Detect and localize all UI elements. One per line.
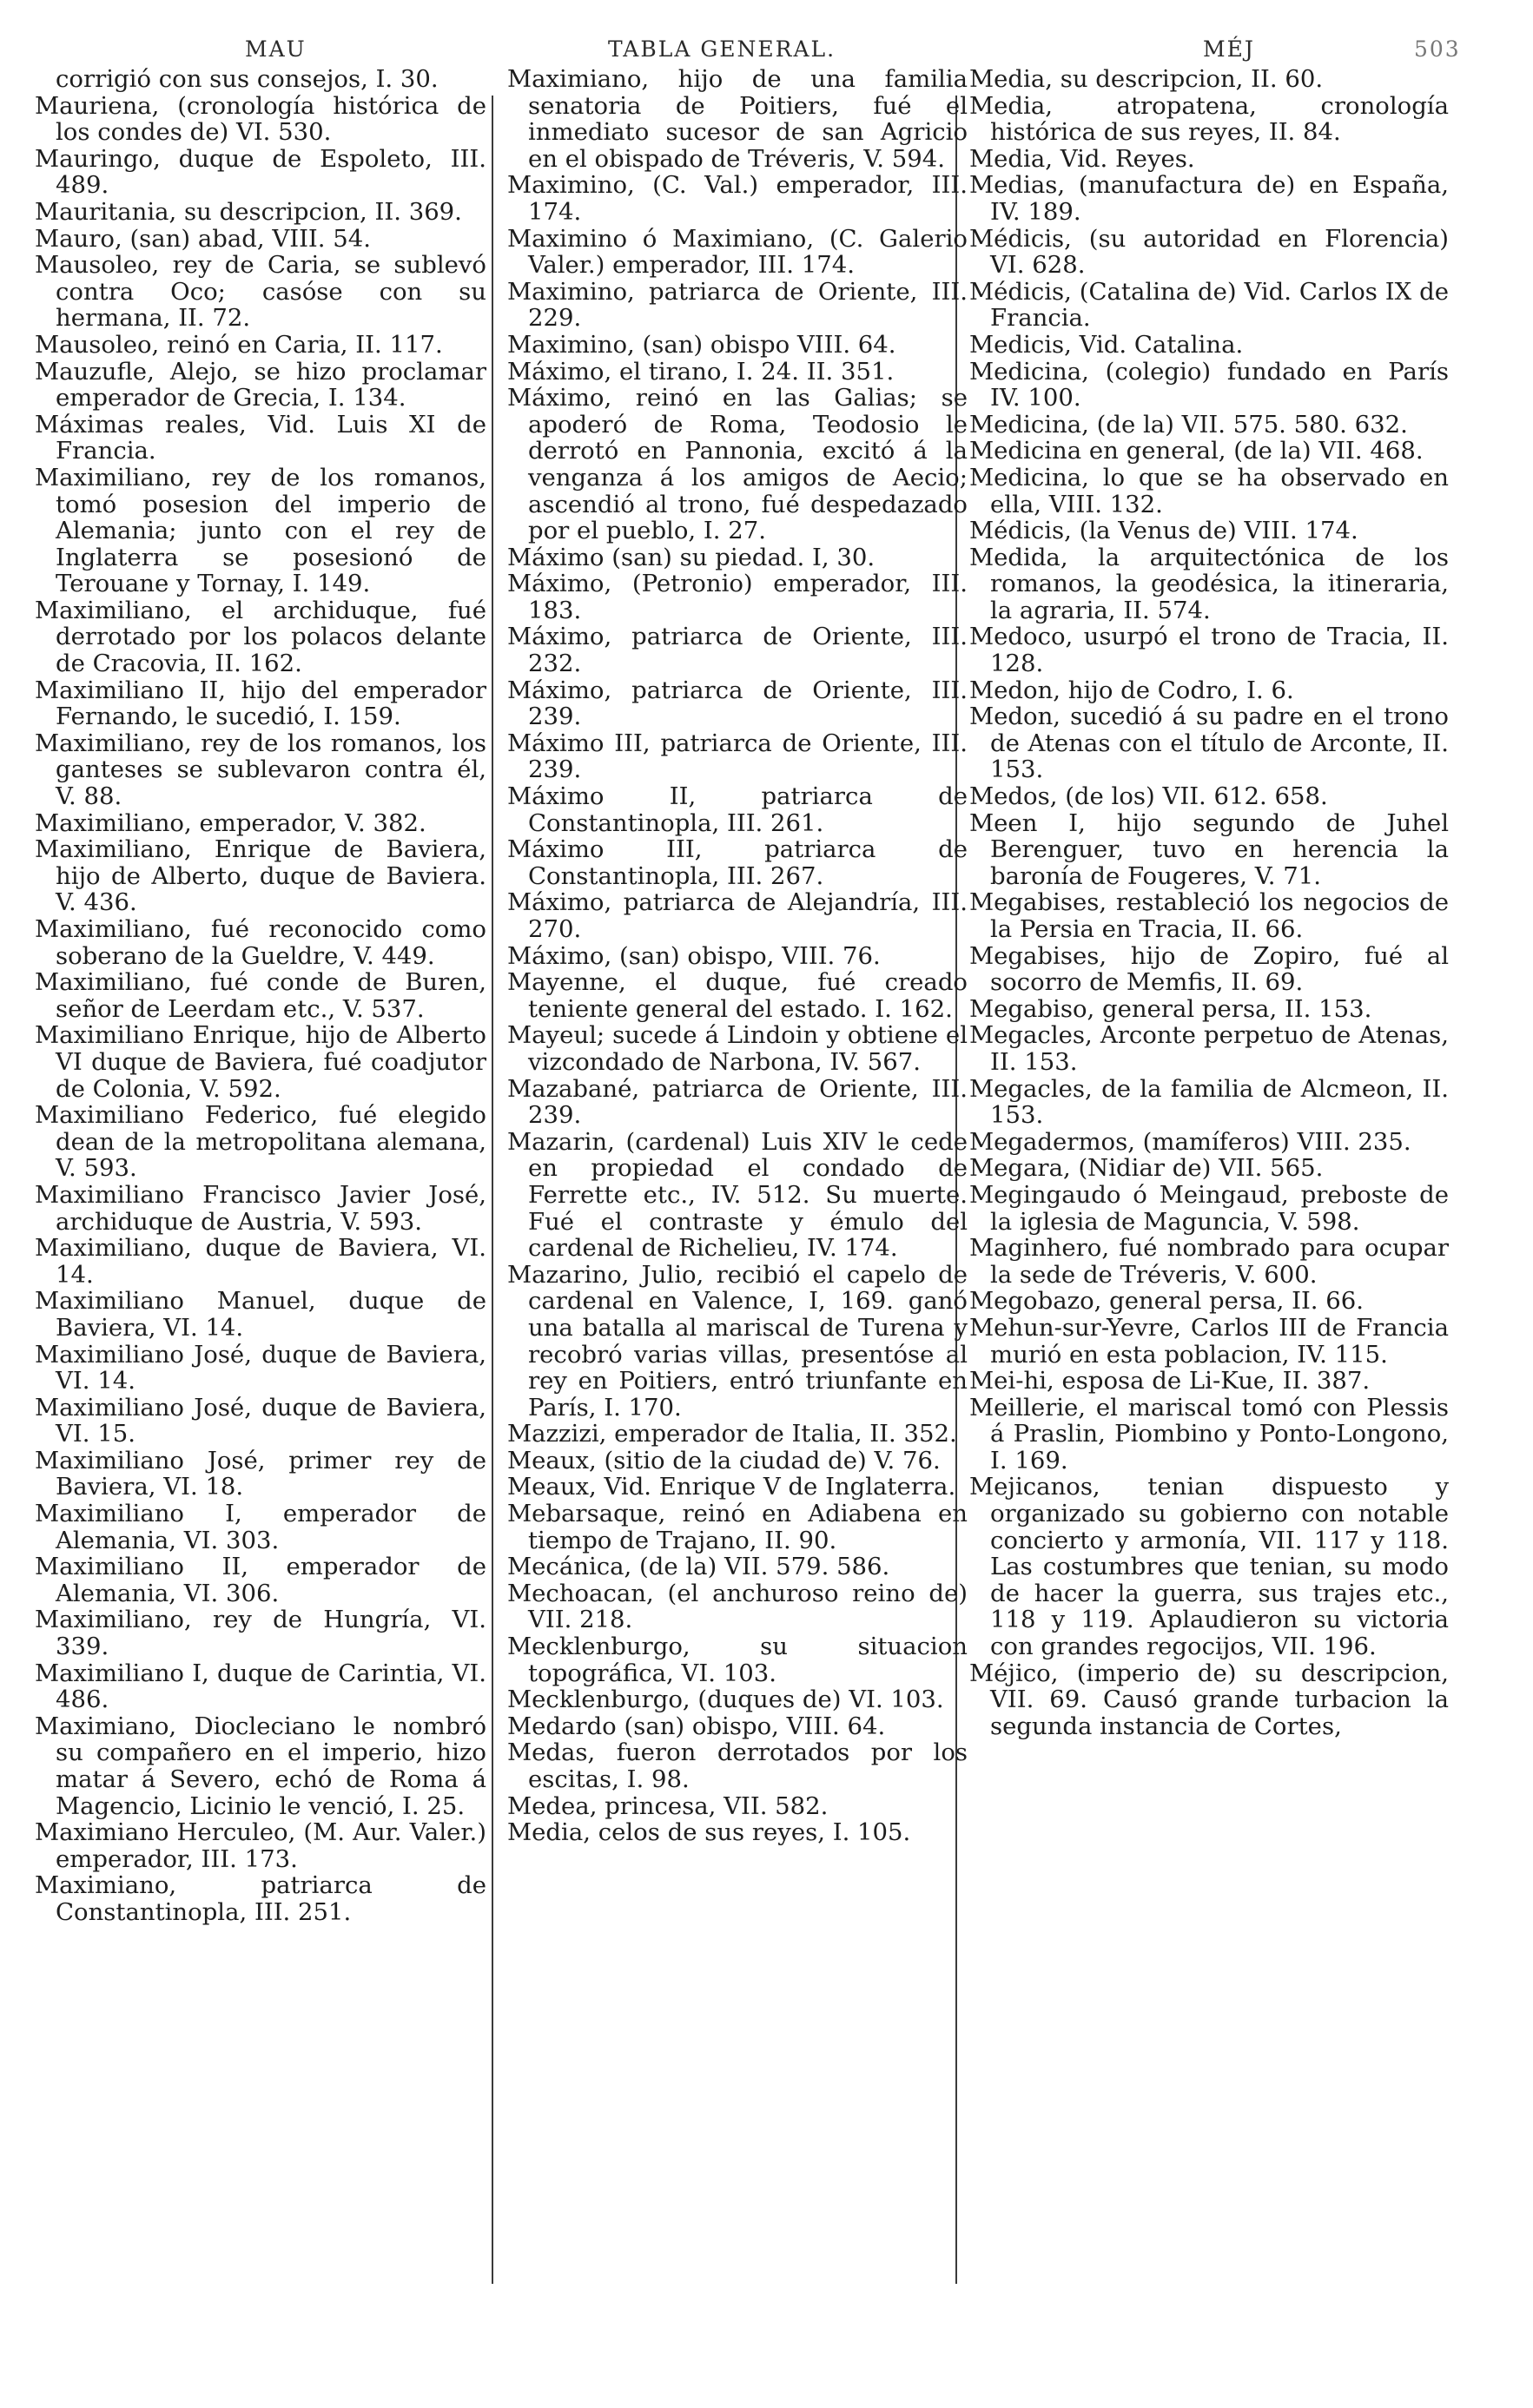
index-entry: Máximo, (Petronio) emperador, III. 183.	[507, 570, 968, 624]
index-entry: Maximiliano, fué conde de Buren, señor de Leerdam etc., V. 537.	[35, 968, 486, 1023]
index-entry: Maximiano, patriarca de Constantinopla, III. 251.	[35, 1871, 486, 1926]
index-entry: Mazzizi, emperador de Italia, II. 352.	[507, 1420, 957, 1448]
index-entry: Maximiliano José, duque de Baviera, VI. 15.	[35, 1393, 486, 1448]
index-entry: Mauzufle, Alejo, se hizo proclamar emperador de Grecia, I. 134.	[35, 357, 486, 412]
column-3	[969, 66, 1449, 1739]
index-entry: Mecklenburgo, (duques de) VI. 103.	[507, 1686, 944, 1714]
column-1	[35, 66, 486, 1926]
index-entry: Maximiliano, rey de Hungría, VI. 339.	[35, 1606, 486, 1661]
index-entry: Maximiliano Enrique, hijo de Alberto VI duque de Baviera, fué coadjutor de Colonia, V. 592.	[35, 1021, 486, 1103]
index-entry: Maximiliano I, emperador de Alemania, VI. 303.	[35, 1500, 486, 1554]
index-entry: Mecánica, (de la) VII. 579. 586.	[507, 1553, 890, 1581]
page-number: 503	[1414, 36, 1461, 62]
index-entry: Megobazo, general persa, II. 66.	[969, 1287, 1365, 1316]
index-entry: Méjico, (imperio de) su descripcion, VII. 69. Causó grande turbacion la segunda instancia de Cortes,	[969, 1659, 1449, 1740]
index-entry: Maximiliano I, duque de Carintia, VI. 486.	[35, 1659, 486, 1714]
header-left: MAU	[245, 36, 307, 62]
index-entry: Maximiliano, rey de los romanos, tomó posesion del imperio de Alemania; junto con el rey de Inglaterra se posesionó de Terouane y Tornay, I. 149.	[35, 463, 486, 598]
index-entry: Maximino, patriarca de Oriente, III. 229.	[507, 277, 968, 333]
index-entry: Media, celos de sus reyes, I. 105.	[507, 1818, 911, 1847]
index-entry: Mauro, (san) abad, VIII. 54.	[35, 224, 372, 253]
index-entry: Mecklenburgo, su situacion topográfica, VI. 103.	[507, 1633, 968, 1687]
index-entry: Maximiliano II, emperador de Alemania, VI. 306.	[35, 1553, 486, 1607]
index-entry: Meen I, hijo segundo de Juhel Berenguer, tuvo en herencia la baronía de Fougeres, V. 71.	[969, 808, 1449, 890]
index-entry: Máximo, reinó en las Galias; se apoderó de Roma, Teodosio le derrotó en Pannonia, excitó á la venganza á los amigos de Aecio; ascendió al trono, fué despedazado por el pueblo, I. 27.	[507, 384, 968, 545]
index-entry: Megacles, Arconte perpetuo de Atenas, II. 153.	[969, 1021, 1449, 1076]
index-entry: Máximo, el tirano, I. 24. II. 351.	[507, 357, 895, 386]
index-entry: Medon, sucedió á su padre en el trono de Atenas con el título de Arconte, II. 153.	[969, 703, 1449, 784]
index-entry: Máximo, patriarca de Oriente, III. 239.	[507, 676, 968, 731]
index-entry: Media, su descripcion, II. 60.	[969, 65, 1324, 93]
index-entry: Maximiliano, rey de los romanos, los ganteses se sublevaron contra él, V. 88.	[35, 729, 486, 811]
header-right: MÉJ	[1203, 36, 1255, 62]
index-entry: Maximiliano, duque de Baviera, VI. 14.	[35, 1234, 486, 1289]
index-entry: Medas, fueron derrotados por los escitas, I. 98.	[507, 1738, 968, 1793]
index-entry: Meaux, Vid. Enrique V de Inglaterra.	[507, 1473, 956, 1501]
index-entry: Medicina en general, (de la) VII. 468.	[969, 437, 1424, 465]
column-divider-1	[492, 96, 493, 2284]
index-entry: Maximiano, Diocleciano le nombró su compañero en el imperio, hizo matar á Severo, echó de Roma á Magencio, Licinio le venció, I. 25.	[35, 1712, 486, 1820]
index-entry: Media, Vid. Reyes.	[969, 144, 1195, 173]
index-entry: Megacles, de la familia de Alcmeon, II. 153.	[969, 1074, 1449, 1130]
index-entry: Maximino, (san) obispo VIII. 64.	[507, 330, 896, 359]
index-entry: Maximiliano José, duque de Baviera, VI. 14.	[35, 1340, 486, 1395]
index-entry: Medicina, lo que se ha observado en ella, VIII. 132.	[969, 463, 1449, 518]
column-2	[507, 66, 968, 1846]
index-entry: Meillerie, el mariscal tomó con Plessis á Praslin, Piombino y Ponto-Longono, I. 169.	[969, 1393, 1449, 1474]
index-entry: Maximino, (C. Val.) emperador, III. 174.	[507, 171, 968, 226]
index-entry: Mauringo, duque de Espoleto, III. 489.	[35, 144, 486, 200]
index-entry: Máximo, (san) obispo, VIII. 76.	[507, 941, 881, 970]
index-entry: Médicis, (su autoridad en Florencia) VI. 628.	[969, 224, 1449, 280]
index-entry: Megabises, restableció los negocios de la Persia en Tracia, II. 66.	[969, 888, 1449, 943]
index-entry: Medicina, (de la) VII. 575. 580. 632.	[969, 410, 1408, 439]
index-entry: Mausoleo, reinó en Caria, II. 117.	[35, 330, 443, 359]
index-entry: Megabises, hijo de Zopiro, fué al socorro de Memfis, II. 69.	[969, 941, 1449, 997]
index-entry: Meaux, (sitio de la ciudad de) V. 76.	[507, 1446, 941, 1474]
index-entry: Mazarino, Julio, recibió el capelo de cardenal en Valence, I, 169. ganó una batalla al mariscal de Turena y recobró varias villas, presentóse al rey en Poitiers, entró triunfante en París, I. 170.	[507, 1260, 968, 1422]
index-entry: Maximiliano, fué reconocido como soberano de la Gueldre, V. 449.	[35, 915, 486, 970]
index-entry: Medoco, usurpó el trono de Tracia, II. 128.	[969, 623, 1449, 678]
index-entry: Maginhero, fué nombrado para ocupar la sede de Tréveris, V. 600.	[969, 1234, 1449, 1289]
index-entry: Mayenne, el duque, fué creado teniente general del estado. I. 162.	[507, 968, 968, 1023]
index-entry: Maximiliano José, primer rey de Baviera, VI. 18.	[35, 1446, 486, 1501]
index-entry: Maximiliano Federico, fué elegido dean de la metropolitana alemana, V. 593.	[35, 1101, 486, 1183]
index-entry: Mebarsaque, reinó en Adiabena en tiempo de Trajano, II. 90.	[507, 1500, 968, 1554]
index-entry: Medon, hijo de Codro, I. 6.	[969, 676, 1294, 704]
index-entry: Mazabané, patriarca de Oriente, III. 239.	[507, 1074, 968, 1130]
index-entry: Mehun-sur-Yevre, Carlos III de Francia murió en esta poblacion, IV. 115.	[969, 1313, 1449, 1369]
index-entry: Mauriena, (cronología histórica de los condes de) VI. 530.	[35, 91, 486, 147]
index-entry: Maximiliano, el archiduque, fué derrotado por los polacos delante de Cracovia, II. 162.	[35, 596, 486, 678]
index-entry: Máximo, patriarca de Oriente, III. 232.	[507, 623, 968, 678]
index-entry: Medias, (manufactura de) en España, IV. 189.	[969, 171, 1449, 226]
index-entry: Mayeul; sucede á Lindoin y obtiene el vizcondado de Narbona, IV. 567.	[507, 1021, 968, 1076]
index-entry: Maximiliano, emperador, V. 382.	[35, 808, 426, 837]
index-entry: Mausoleo, rey de Caria, se sublevó contra Oco; casóse con su hermana, II. 72.	[35, 251, 486, 333]
index-entry: Medea, princesa, VII. 582.	[507, 1791, 829, 1820]
index-entry: Mauritania, su descripcion, II. 369.	[35, 197, 462, 226]
index-entry: Médicis, (la Venus de) VIII. 174.	[969, 517, 1358, 545]
index-entry: Media, atropatena, cronología histórica de sus reyes, II. 84.	[969, 91, 1449, 147]
index-entry: Mei-hi, esposa de Li-Kue, II. 387.	[969, 1367, 1371, 1395]
index-entry: corrigió con sus consejos, I. 30.	[56, 65, 439, 93]
index-entry: Megara, (Nidiar de) VII. 565.	[969, 1154, 1324, 1183]
index-entry: Máximo, patriarca de Alejandría, III. 270.	[507, 888, 968, 943]
index-entry: Megingaudo ó Meingaud, preboste de la iglesia de Maguncia, V. 598.	[969, 1180, 1449, 1236]
index-entry: Medicina, (colegio) fundado en París IV. 100.	[969, 357, 1449, 412]
index-entry: Maximiliano Francisco Javier José, archiduque de Austria, V. 593.	[35, 1180, 486, 1236]
index-entry: Máximo III, patriarca de Constantinopla, III. 267.	[507, 835, 968, 890]
index-entry: Megabiso, general persa, II. 153.	[969, 994, 1372, 1023]
index-entry: Medardo (san) obispo, VIII. 64.	[507, 1712, 886, 1740]
index-entry: Maximiliano, Enrique de Baviera, hijo de Alberto, duque de Baviera. V. 436.	[35, 835, 486, 917]
index-entry: Maximino ó Maximiano, (C. Galerio Valer.) emperador, III. 174.	[507, 224, 968, 280]
index-entry: Mazarin, (cardenal) Luis XIV le cede en propiedad el condado de Ferrette etc., IV. 512. Su muerte. Fué el contraste y émulo del cardenal de Richelieu, IV. 174.	[507, 1127, 968, 1263]
index-entry: Medicis, Vid. Catalina.	[969, 330, 1244, 359]
index-entry: Médicis, (Catalina de) Vid. Carlos IX de Francia.	[969, 277, 1449, 333]
index-entry: Maximiano, hijo de una familia senatoria de Poitiers, fué el inmediato sucesor de san Agricio en el obispado de Tréveris, V. 594.	[507, 65, 968, 173]
index-entry: Maximiliano II, hijo del emperador Fernando, le sucedió, I. 159.	[35, 676, 486, 731]
index-entry: Mejicanos, tenian dispuesto y organizado su gobierno con notable concierto y armonía, VII. 117 y 118. Las costumbres que tenian, su modo de hacer la guerra, sus trajes etc., 118 y 119. Aplaudieron su victoria con grandes regocijos, VII. 196.	[969, 1473, 1449, 1661]
index-entry: Máximo II, patriarca de Constantinopla, III. 261.	[507, 782, 968, 837]
index-entry: Máximas reales, Vid. Luis XI de Francia.	[35, 410, 486, 465]
index-entry: Mechoacan, (el anchuroso reino de) VII. 218.	[507, 1579, 968, 1634]
index-entry: Maximiano Herculeo, (M. Aur. Valer.) emperador, III. 173.	[35, 1818, 486, 1873]
index-entry: Megadermos, (mamíferos) VIII. 235.	[969, 1127, 1411, 1156]
header-center: TABLA GENERAL.	[608, 36, 836, 62]
index-entry: Maximiliano Manuel, duque de Baviera, VI. 14.	[35, 1287, 486, 1342]
index-entry: Medos, (de los) VII. 612. 658.	[969, 782, 1328, 811]
index-entry: Máximo III, patriarca de Oriente, III. 239.	[507, 729, 968, 784]
index-entry: Medida, la arquitectónica de los romanos, la geodésica, la itineraria, la agraria, II. 574.	[969, 543, 1449, 624]
index-entry: Máximo (san) su piedad. I, 30.	[507, 543, 876, 571]
